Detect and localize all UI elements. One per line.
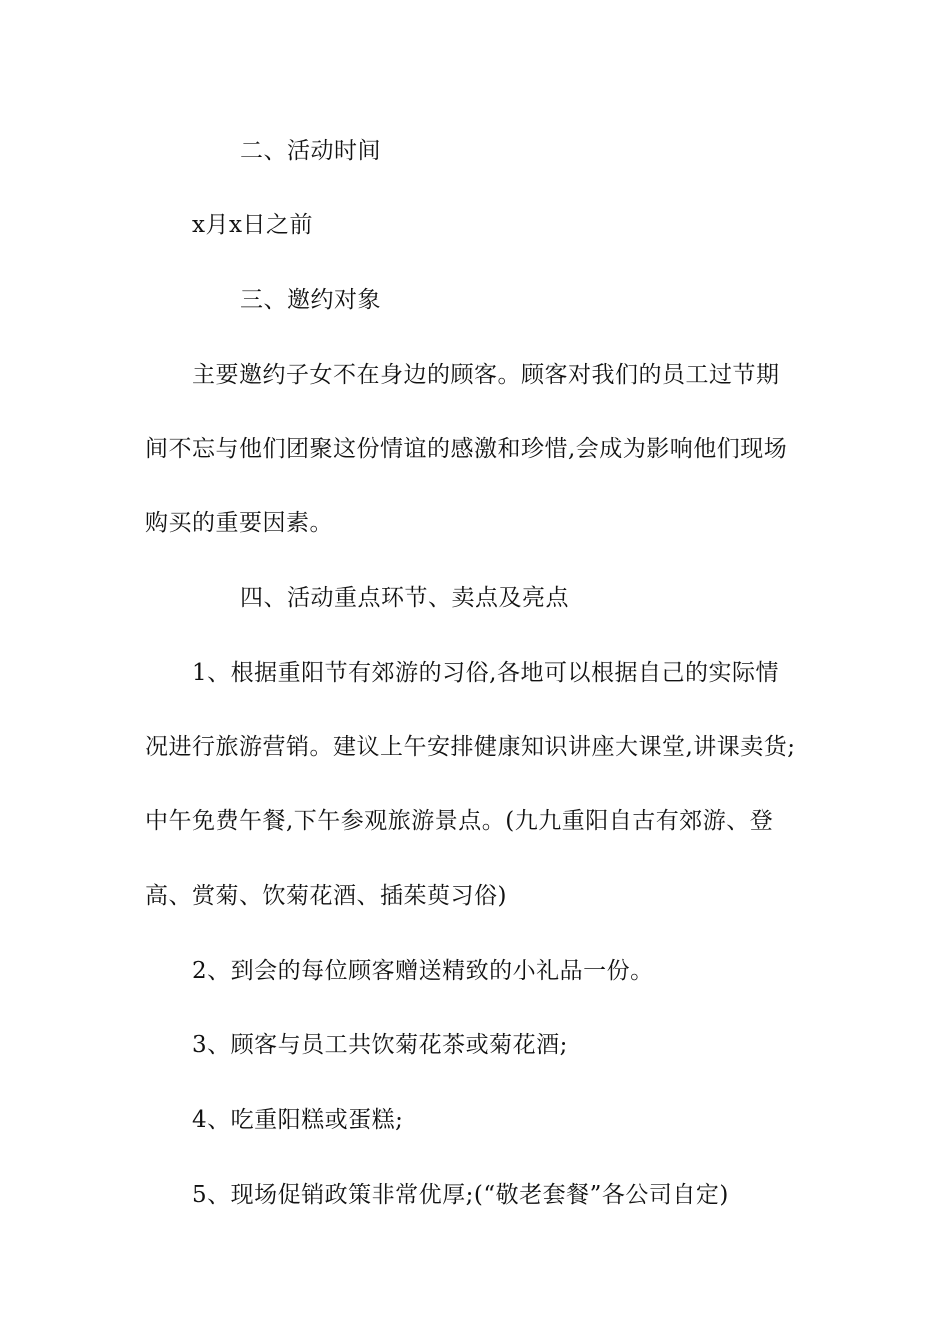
invitees-paragraph-line: 主要邀约子女不在身边的顾客。顾客对我们的员工过节期 — [192, 362, 780, 388]
section-heading-activity-time: 二、活动时间 — [240, 138, 381, 164]
highlight-item-1-line: 况进行旅游营销。建议上午安排健康知识讲座大课堂,讲课卖货; — [145, 734, 796, 760]
highlight-item-1-line: 中午免费午餐,下午参观旅游景点。(九九重阳自古有郊游、登 — [145, 808, 774, 834]
highlight-item-3: 3、顾客与员工共饮菊花茶或菊花酒; — [192, 1032, 568, 1058]
invitees-paragraph-line: 购买的重要因素。 — [145, 510, 333, 536]
highlight-item-1-line: 1、根据重阳节有郊游的习俗,各地可以根据自己的实际情 — [192, 660, 779, 686]
highlight-item-2: 2、到会的每位顾客赠送精致的小礼品一份。 — [192, 958, 654, 984]
activity-date-text: x月x日之前 — [192, 212, 313, 238]
invitees-paragraph-line: 间不忘与他们团聚这份情谊的感激和珍惜,会成为影响他们现场 — [145, 436, 788, 462]
highlight-item-1-line: 高、赏菊、饮菊花酒、插茱萸习俗) — [145, 883, 507, 909]
section-heading-invitees: 三、邀约对象 — [240, 287, 381, 313]
section-heading-highlights: 四、活动重点环节、卖点及亮点 — [240, 585, 569, 611]
highlight-item-5: 5、现场促销政策非常优厚;(“敬老套餐”各公司自定) — [192, 1182, 729, 1208]
highlight-item-4: 4、吃重阳糕或蛋糕; — [192, 1107, 404, 1133]
